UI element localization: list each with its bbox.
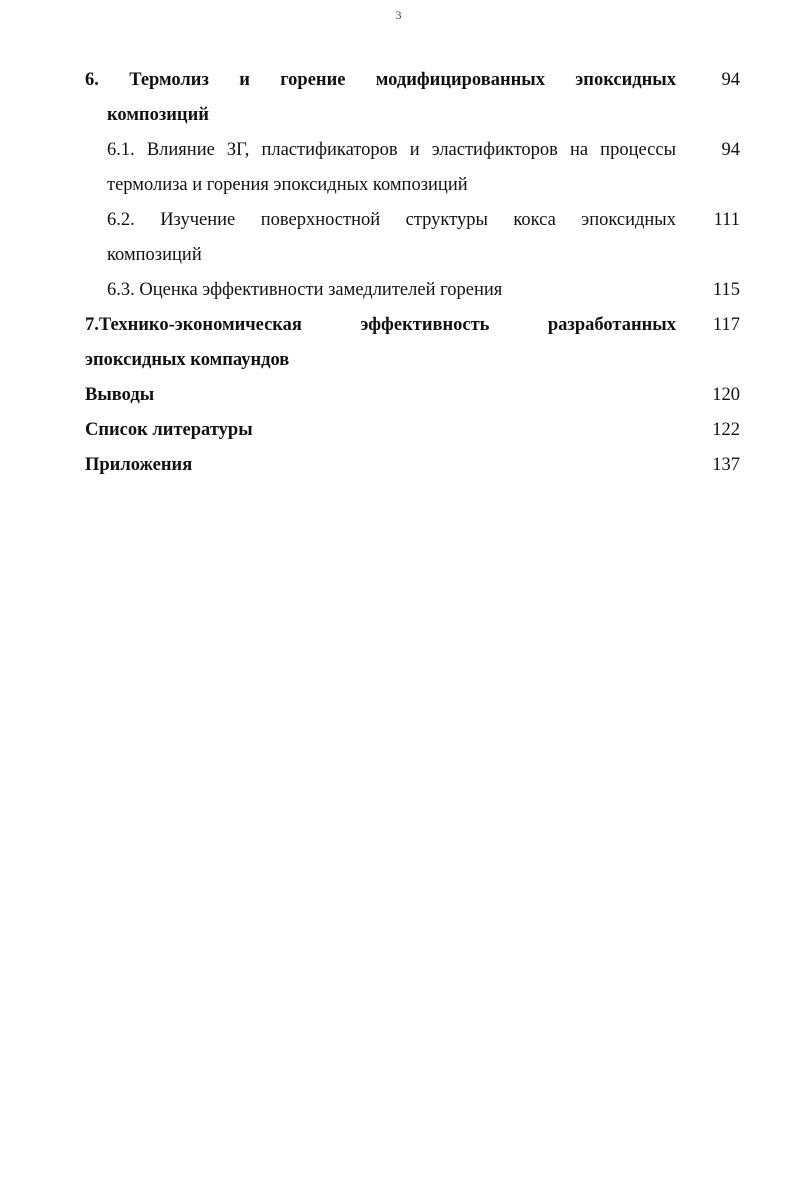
toc-entry-title-cont: термолиза и горения эпоксидных композиций bbox=[107, 175, 468, 195]
toc-entry-page: 94 bbox=[721, 70, 740, 90]
toc-entry-page: 120 bbox=[712, 385, 740, 405]
toc-entry-title-cont: композиций bbox=[107, 245, 202, 265]
page-number: 3 bbox=[395, 8, 402, 22]
toc-entry-title: Приложения bbox=[85, 455, 193, 475]
toc-entry-title-cont: композиций bbox=[107, 105, 209, 125]
toc-entry-title: 7.Технико-экономическая эффективность разработанных bbox=[85, 315, 676, 335]
toc-entry-title: Выводы bbox=[85, 385, 155, 405]
toc-entry-title: 6. Термолиз и горение модифицированных эпоксидных bbox=[85, 70, 676, 90]
toc-entry-page: 137 bbox=[712, 455, 740, 475]
toc-entry-title-cont: эпоксидных компаундов bbox=[85, 350, 290, 370]
toc-entry-title: 6.2. Изучение поверхностной структуры кокса эпоксидных bbox=[107, 210, 676, 230]
toc-entry-page: 115 bbox=[712, 280, 740, 300]
toc-entry-title: 6.3. Оценка эффективности замедлителей горения bbox=[107, 280, 503, 300]
toc-entry-page: 117 bbox=[712, 315, 740, 335]
toc-entry-page: 94 bbox=[721, 140, 740, 160]
toc-entry-title: 6.1. Влияние ЗГ, пластификаторов и эластификторов на процессы bbox=[107, 140, 676, 160]
toc-entry-page: 111 bbox=[713, 210, 740, 230]
toc-entry-title: Список литературы bbox=[85, 420, 253, 440]
toc-entry-page: 122 bbox=[712, 420, 740, 440]
